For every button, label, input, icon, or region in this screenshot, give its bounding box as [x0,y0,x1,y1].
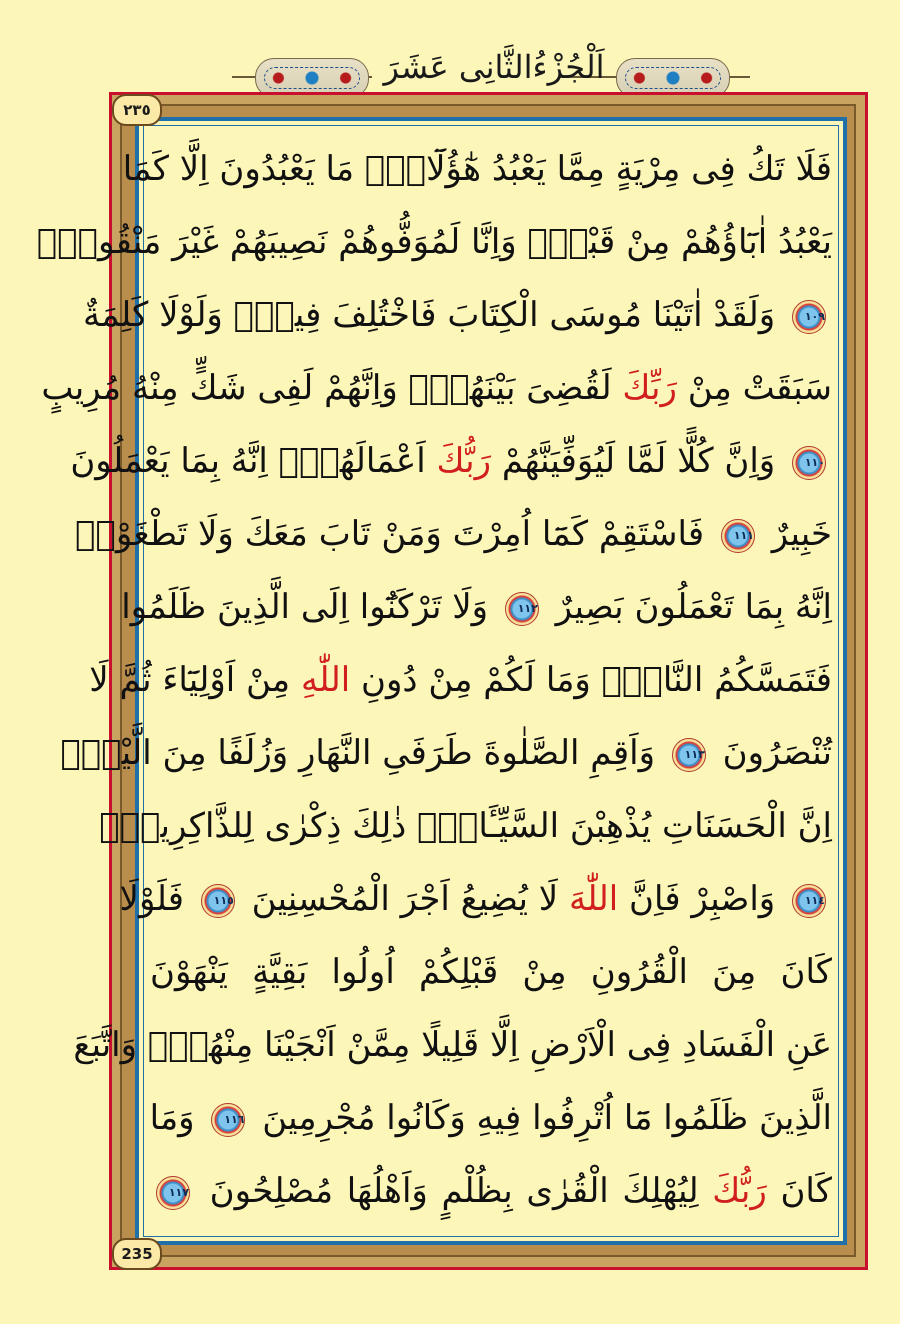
verse-text: كَانَ [766,1171,832,1211]
text-line [99,790,832,863]
text-line [150,936,832,1009]
divine-name: رَبِّكَ [622,368,677,408]
verse-text: فَاسْتَقِمْ كَمَٓا اُمِرْتَ وَمَنْ تَابَ مَعَكَ وَلَا تَطْغَوْاۜ [75,514,715,554]
text-line [150,1155,832,1228]
verse-text: وَاِنَّ كُلًّا لَمَّا لَيُوَفِّيَنَّهُمْ [491,441,786,481]
verse-text: فَلَوْلَا [119,879,195,919]
text-line [36,206,832,279]
page-number-arabic: ٢٣٥ [112,94,162,126]
verse-text: سَبَقَتْ مِنْ [676,368,832,408]
quran-text-block [36,133,832,1223]
text-line [122,133,832,206]
verse-text: وَاصْبِرْ فَاِنَّ [618,879,786,919]
verse-text: يَعْبُدُ اٰبَٓاؤُهُمْ مِنْ قَبْلُۜ وَاِنَّا لَمُوَفُّوهُمْ نَصِيبَهُمْ غَيْرَ مَنْقُوصٍۚ [36,222,832,262]
ayah-number-marker: ١١٣ [672,738,706,772]
ayah-number-marker: ١١٦ [211,1103,245,1137]
ayah-number-marker: ١١٤ [792,884,826,918]
verse-text: لَقُضِىَ بَيْنَهُمْۜ وَاِنَّهُمْ لَفِى شَكٍّ مِنْهُ مُرِيبٍ [41,368,623,408]
verse-text: مِنْ اَوْلِيَٓاءَ ثُمَّ لَا [89,660,301,700]
divine-name: رَبُّكَ [436,441,492,481]
divine-name: رَبُّكَ [712,1171,767,1211]
ayah-number-marker: ١٠٩ [792,300,826,334]
verse-text: تُنْصَرُونَ [711,733,832,773]
text-line [60,717,832,790]
text-line [89,644,832,717]
verse-text: خَبِيرٌ [760,514,832,554]
ayah-number-marker: ١١٧ [156,1176,190,1210]
text-line [70,425,832,498]
text-line [75,498,832,571]
ayah-number-marker: ١١١ [721,519,755,553]
ayah-number-marker: ١١٥ [201,884,235,918]
text-line [82,279,832,352]
verse-text: وَمَا [149,1098,206,1138]
verse-text: وَلَقَدْ اٰتَيْنَا مُوسَى الْكِتَابَ فَاخْتُلِفَ فِيهِۜ وَلَوْلَا كَلِمَةٌ [82,295,786,335]
verse-text: اِنَّ الْحَسَنَاتِ يُذْهِبْنَ السَّيِّـَٔاتِۜ ذٰلِكَ ذِكْرٰى لِلذَّاكِرِينَۚ [99,806,832,846]
page-number-latin: 235 [112,1238,162,1270]
verse-text: الَّذِينَ ظَلَمُوا مَٓا اُتْرِفُوا فِيهِ وَكَانُوا مُجْرِمِينَ [251,1098,832,1138]
verse-text: عَنِ الْفَسَادِ فِى الْاَرْضِ اِلَّا قَلِيلًا مِمَّنْ اَنْجَيْنَا مِنْهُمْۚ وَاتَّبَعَ [73,1025,832,1065]
ayah-number-marker: ١١٢ [505,592,539,626]
ayah-number-marker: ١١٠ [792,446,826,480]
verse-text: فَتَمَسَّكُمُ النَّارُۙ وَمَا لَكُمْ مِنْ دُونِ [350,660,832,700]
verse-text: كَانَ مِنَ الْقُرُونِ مِنْ قَبْلِكُمْ اُولُوا بَقِيَّةٍ يَنْهَوْنَ [150,952,832,992]
text-line [73,1009,832,1082]
juz-title: اَلْجُزْءُالثَّانِى عَشَرَ [383,48,605,86]
divine-name: اللّٰهَ [568,879,619,919]
text-line [41,352,832,425]
verse-text: لَا يُضِيعُ اَجْرَ الْمُحْسِنِينَ [240,879,569,919]
text-line [150,1082,832,1155]
text-line [119,863,832,936]
text-line [121,571,832,644]
verse-text: فَلَا تَكُ فِى مِرْيَةٍ مِمَّا يَعْبُدُ هٰٓؤُلَٓاءِۜ مَا يَعْبُدُونَ اِلَّا كَمَا [122,149,832,189]
divine-name: اللّٰهِ [300,660,351,700]
verse-text: وَاَقِمِ الصَّلٰوةَ طَرَفَىِ النَّهَارِ وَزُلَفًا مِنَ الَّيْلِۜ [60,733,666,773]
verse-text: اَعْمَالَهُمْۜ اِنَّهُ بِمَا يَعْمَلُونَ [70,441,437,481]
verse-text: لِيُهْلِكَ الْقُرٰى بِظُلْمٍ وَاَهْلُهَا مُصْلِحُونَ [196,1171,713,1211]
verse-text: اِنَّهُ بِمَا تَعْمَلُونَ بَصِيرٌ [544,587,832,627]
verse-text: وَلَا تَرْكَنُٓوا اِلَى الَّذِينَ ظَلَمُوا [121,587,499,627]
